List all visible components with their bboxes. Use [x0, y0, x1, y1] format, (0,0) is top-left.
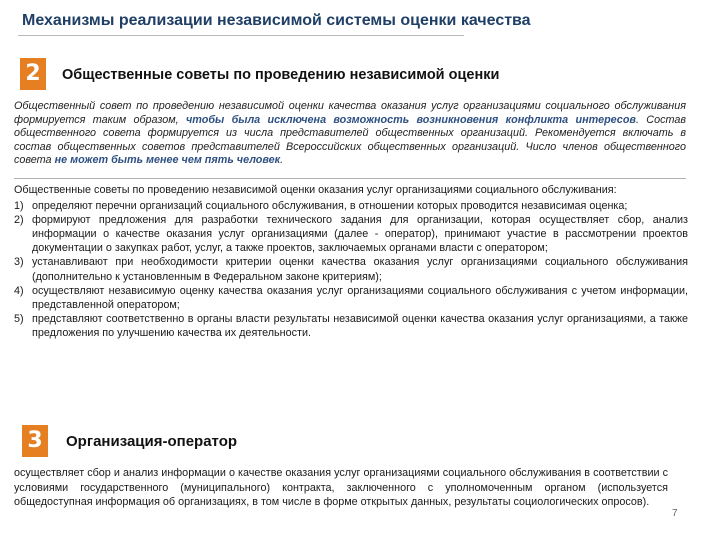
list-item	[14, 199, 688, 213]
description-text: .	[280, 154, 284, 167]
section-3-heading: Организация-оператор	[66, 433, 238, 450]
description-emphasis-members: не может быть менее чем пять человек	[54, 154, 281, 167]
list-item-text: осуществляют независимую оценку качества оказания услуг организациями социального обслуживания с учетом информации, представленной оператором;	[32, 284, 688, 311]
list-item	[14, 284, 688, 312]
list-item-text: устанавливают при необходимости критерии оценки качества оказания услуг организациями социального обслуживания (дополнительно к установленным в Федеральном законе критериям);	[32, 256, 688, 283]
slide-title: Механизмы реализации независимой системы оценки качества	[22, 12, 531, 29]
section-separator	[14, 178, 686, 179]
page-number: 7	[672, 508, 678, 519]
list-item-number: 3)	[14, 256, 24, 269]
section-3-number-badge: 3	[22, 425, 48, 457]
section-2-heading: Общественные советы по проведению независимой оценки	[62, 67, 500, 83]
list-item-number: 4)	[14, 284, 24, 297]
description-text: . Состав общественного совета формируется из числа представителей общественных организаций. Рекомендуется включать в состав общественных советов представителей Всероссийских общественных организаций. Число членов общественного совета	[14, 113, 686, 167]
list-item	[14, 213, 688, 255]
list-item-number: 2)	[14, 214, 24, 227]
list-item	[14, 255, 688, 283]
tasks-intro: Общественные советы по проведению независимой оценки оказания услуг организациями социального обслуживания:	[14, 184, 617, 196]
list-item-text: определяют перечни организаций социального обслуживания, в отношении которых проводится независимая оценка;	[32, 200, 628, 213]
section-2-description	[14, 100, 686, 168]
tasks-list	[14, 199, 688, 340]
section-3-text: осуществляет сбор и анализ информации о качестве оказания услуг организациями социального обслуживания в соответствии с условиями государственного (муниципального) контракта, заключенного с уполномоченным органом (используется общедоступная информация об организациях, в том числе в форме открытых данных, результаты социологических опросов).	[14, 467, 668, 509]
section-2-tasks	[14, 183, 688, 340]
title-underline	[18, 35, 464, 36]
list-item-text: представляют соответственно в органы власти результаты независимой оценки качества оказания услуг организациями, а также предложения по улучшению качества их деятельности.	[32, 312, 688, 339]
list-item-text: формируют предложения для разработки технического задания для организации, которая осуществляет сбор, анализ информации о качестве оказания услуг организациями (далее - оператор), принимают участие в рассмотрении проектов документации о закупках работ, услуг, а также проектов, заключаемых органами власти с оператором;	[32, 214, 688, 255]
section-2-number-badge: 2	[20, 58, 46, 90]
list-item-number: 5)	[14, 312, 24, 325]
description-text: Общественный совет по проведению независимой оценки качества оказания услуг организациями социального обслуживания формируется таким образом,	[14, 100, 686, 126]
list-item	[14, 312, 688, 340]
description-emphasis-conflict: чтобы была исключена возможность возникновения конфликта интересов	[185, 113, 636, 126]
list-item-number: 1)	[14, 200, 24, 213]
